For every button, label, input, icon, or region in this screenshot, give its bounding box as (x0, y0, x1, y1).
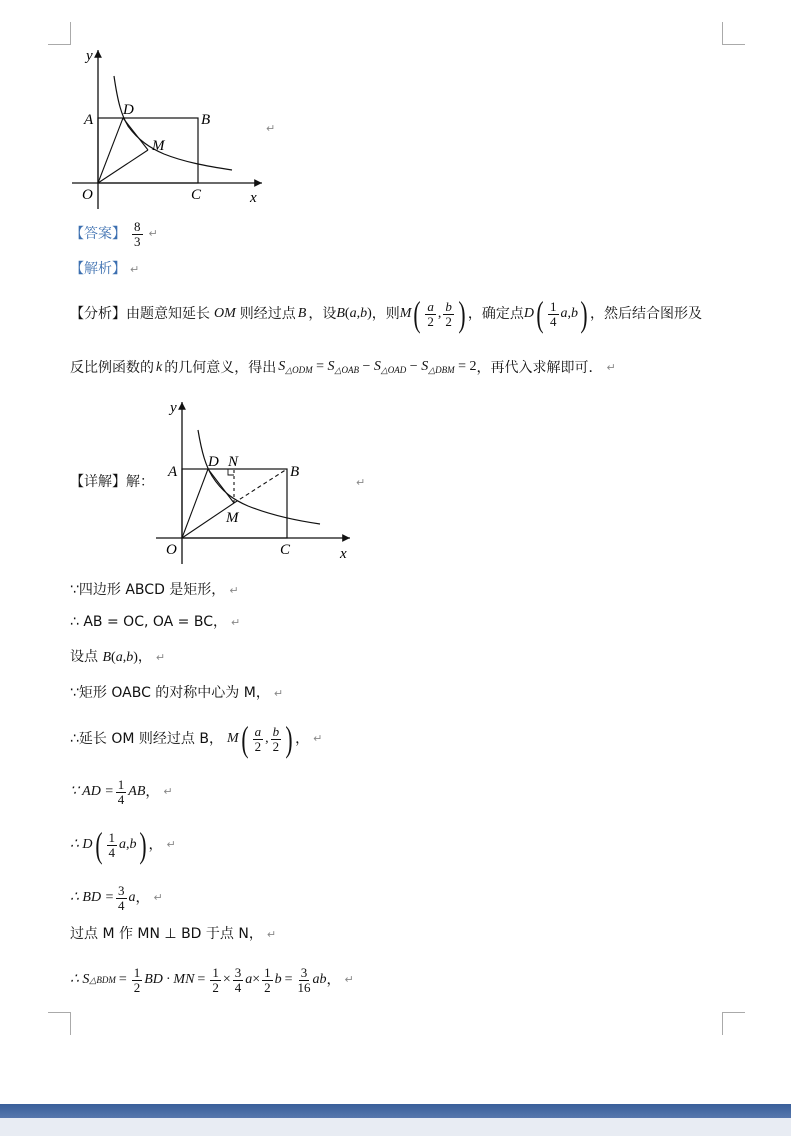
step-1: ∵四边形 ABCD 是矩形， ↵ (70, 582, 239, 598)
analysis-text: 的几何意义，得出 (164, 360, 277, 376)
fig2-label-d: D (208, 454, 219, 470)
corner-mark-bottom-right (722, 1012, 745, 1035)
fig1-hyperbola (114, 76, 232, 170)
step-10: ∴ S △BDM = $\frac{1}{2}$ BD · MN = $\frac{1}{2}$ × $\frac{3}{4}$ a × $\frac{1}{2}$ b = $\frac{3}{16}$ ab ， ↵ (70, 964, 354, 995)
fig1-label-c: C (191, 187, 202, 203)
fig1-label-x: x (250, 190, 257, 206)
fig2-segment-dm (208, 469, 234, 503)
fig1-label-a: A (84, 112, 94, 128)
fig2-label-y: y (170, 400, 177, 416)
answer-line: 【答案】 $\frac{8}{3}$ ↵ (70, 218, 158, 249)
analysis-text: ，再代入求解即可． (476, 360, 603, 376)
fig2-label-b: B (290, 464, 300, 480)
math-om: OM (214, 306, 236, 321)
step-8: ∴ BD = $\frac{3}{4}$ a ， ↵ (70, 882, 163, 913)
step-3: 设点 B(a,b)， ↵ (70, 649, 166, 665)
answer-tag: 【答案】 (70, 226, 126, 242)
answer-numerator: 8 (134, 218, 141, 234)
fig1-segment-dm (123, 118, 148, 150)
step-6: ∵ AD = $\frac{1}{4}$ AB ， ↵ (70, 776, 173, 807)
paragraph-mark: ↵ (266, 122, 276, 135)
step-5: ∴延长 OM 则经过点 B， M ( $\frac{a}{2}$ , $\frac{b}{2}$ ) ， ↵ (70, 719, 323, 759)
fig1-label-y: y (86, 48, 93, 64)
analysis-text: ，然后结合图形及 (590, 306, 703, 322)
analysis-text: 则经过点 (239, 306, 296, 322)
detail-heading (70, 472, 154, 492)
corner-mark-top-left (48, 22, 71, 45)
analysis-text: ，确定点 (467, 306, 524, 322)
figure-2-diagram (152, 396, 362, 566)
analysis-line-1: 【分析】 由题意知延长 OM 则经过点 B ，设 B ( a , b ) ，则 M ( $\frac{a}{2}$ , $\frac{b}{2}$ ) ，确定点 D ( $\frac{1}{4}$ a , b ) ，然后结合图形及 (70, 294, 703, 334)
fig2-hyperbola (198, 430, 320, 524)
detail-tag: 【详解】解： (70, 474, 154, 490)
fig1-segment-od (98, 118, 123, 183)
figure-1-diagram (66, 44, 276, 214)
corner-mark-top-right (722, 22, 745, 45)
math-area-equation: $S_{\triangle ODM} = S_{\triangle OAB} - S_{\triangle OAD} - S_{\triangle DBM} = 2$ (278, 358, 477, 375)
math-point-d: D (523, 306, 535, 321)
fig2-label-n: N (228, 454, 239, 470)
analysis-text: 由题意知延长 (126, 306, 210, 322)
analysis-tag: 【解析】 (70, 261, 126, 277)
fig2-label-c: C (280, 542, 291, 558)
fig2-label-o: O (166, 542, 177, 558)
step-2: ∴ AB = OC, OA = BC， ↵ (70, 614, 241, 630)
step-9: 过点 M 作 MN ⊥ BD 于点 N， ↵ (70, 926, 277, 942)
analysis-tag-inline: 【分析】 (70, 306, 126, 322)
fig1-label-d: D (123, 102, 134, 118)
paragraph-mark: ↵ (356, 476, 366, 489)
answer-fraction (132, 220, 143, 249)
analysis-text: ，设 (308, 306, 337, 322)
fig2-label-a: A (168, 464, 178, 480)
analysis-line-2: 反比例函数的 k 的几何意义，得出 $S_{\triangle ODM} = S_{\triangle OAB} - S_{\triangle OAD} - S_{\triangle DBM} = 2$ ，再代入求解即可． ↵ (70, 356, 616, 380)
fig1-label-b: B (201, 112, 211, 128)
step-7: ∴ D ( $\frac{1}{4}$ a , b ) ， ↵ (70, 825, 176, 865)
corner-mark-bottom-left (48, 1012, 71, 1035)
fig2-segment-od (182, 469, 208, 538)
fig1-segment-om (98, 150, 148, 183)
math-point-m: M (399, 306, 412, 321)
analysis-heading: 【解析】 ↵ (70, 261, 140, 277)
math-b: B (297, 306, 307, 321)
answer-denominator: 3 (134, 233, 141, 249)
step-4: ∵矩形 OABC 的对称中心为 M， ↵ (70, 685, 284, 701)
fig2-dashed-mb (234, 469, 287, 503)
fig1-label-o: O (82, 187, 93, 203)
math-k: k (156, 360, 163, 375)
analysis-text: ，则 (371, 306, 400, 322)
analysis-text: 反比例函数的 (70, 360, 154, 376)
fig2-label-m: M (226, 510, 239, 526)
fig1-label-m: M (152, 138, 165, 154)
status-bar-lower (0, 1118, 791, 1136)
fig2-label-x: x (340, 546, 347, 562)
math-point-b: B (336, 306, 345, 321)
